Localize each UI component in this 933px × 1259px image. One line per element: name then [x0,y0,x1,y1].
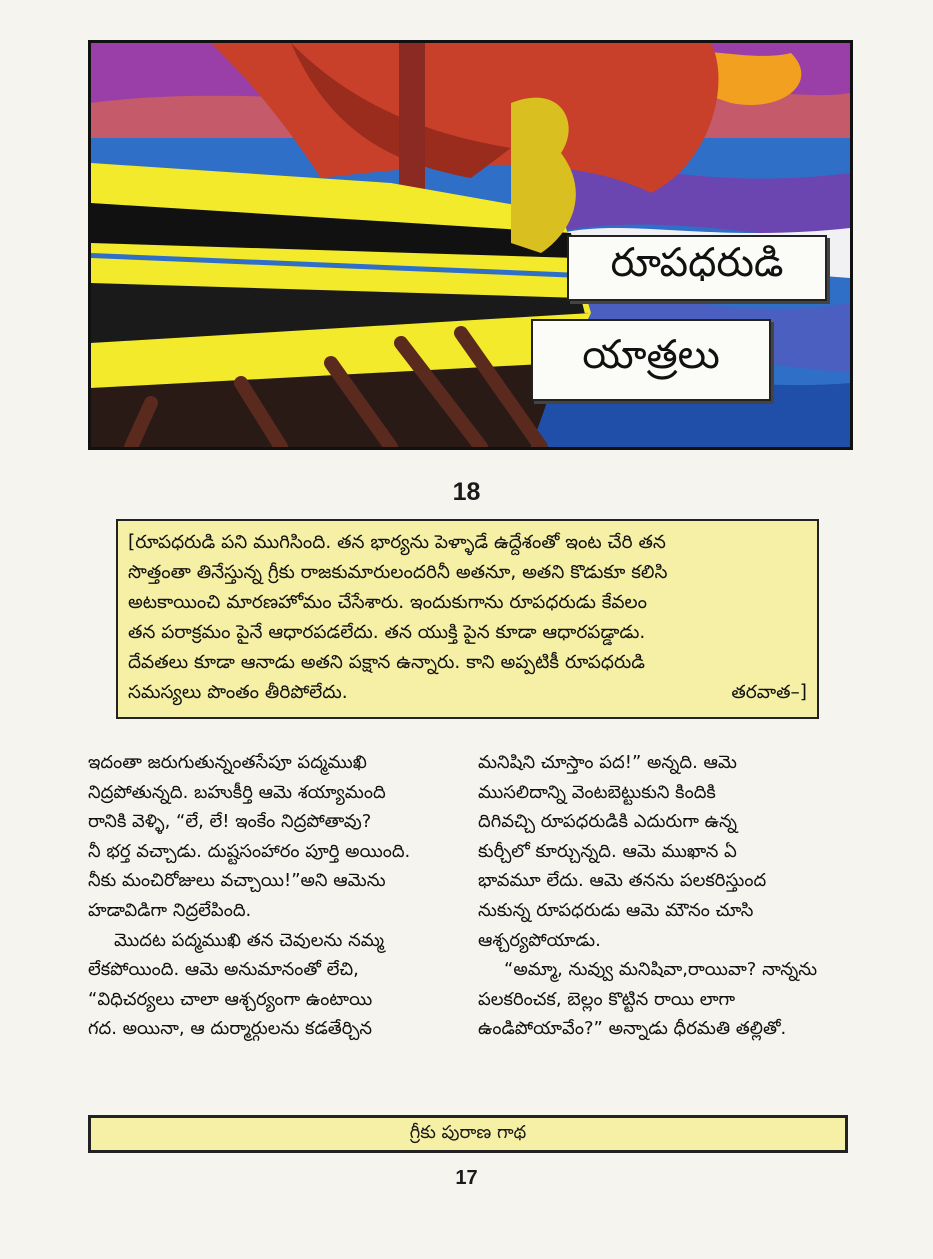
story-column-left [88,748,458,1044]
summary-line: [రూపధరుడి పని ముగిసింది. తన భార్యను పెళ్ళాడే ఉద్దేశంతో ఇంట చేరి తన [128,532,666,553]
page-number: 17 [455,1167,478,1189]
story-line: భావమూ లేదు. ఆమె తనను పలకరిస్తుంద [478,870,767,892]
illustration-title-line1: రూపధరుడి [610,240,784,286]
story-line: నిద్రపోతున్నది. బహుకీర్తి ఆమె శయ్యామంది [88,781,386,803]
footer-series-label-box [88,1115,848,1153]
story-line: మొదట పద్మముఖి తన చెవులను నమ్మ [114,929,385,951]
story-line: దిగివచ్చి రూపధరుడికి ఎదురుగా ఉన్న [478,811,737,833]
story-line: “విధిచర్యలు చాలా ఆశ్చర్యంగా ఉంటాయి [88,988,373,1010]
story-column-right [478,748,848,1044]
story-line: కుర్చీలో కూర్చున్నది. ఆమె ముఖాన ఏ [478,840,737,862]
summary-line: అటకాయించి మారణహోమం చేసేశారు. ఇందుకుగాను రూపధరుడు కేవలం [128,592,648,613]
story-line: ముసలిదాన్ని వెంటబెట్టుకుని కిందికి [478,781,716,803]
story-line: “అమ్మా, నువ్వు మనిషివా,రాయివా? నాన్నను [504,959,818,981]
story-line: గద. అయినా, ఆ దుర్మార్గులను కడతేర్చిన [88,1018,373,1040]
summary-line: సొత్తంతా తినేస్తున్న గ్రీకు రాజకుమారులందరినీ అతనూ, అతని కొడుకూ కలిసి [128,562,668,583]
story-line: హడావిడిగా నిద్రలేపింది. [88,899,252,921]
story-line: నీ భర్త వచ్చాడు. దుష్టసంహారం పూర్తి అయింది. [88,840,411,862]
story-line: నీకు మంచిరోజులు వచ్చాయి!”అని ఆమెను [88,870,386,892]
story-line: ఆశ్చర్యపోయాడు. [478,929,601,951]
story-illustration [88,40,853,450]
summary-line: సమస్యలు పొంతం తీరిపోలేదు. [128,682,348,703]
story-line: రానికి వెళ్ళి, “లే, లే! ఇంకేం నిద్రపోతావు? [88,811,372,833]
continued-marker: తరవాత–] [731,682,807,703]
chapter-number: 18 [452,478,481,506]
title-banner-bottom [531,319,771,401]
summary-line: దేవతలు కూడా ఆనాడు అతని పక్షాన ఉన్నారు. కాని అప్పటికీ రూపధరుడి [128,652,646,673]
illustration-title-line2: యాత్రలు [582,332,720,378]
footer-series-label: గ్రీకు పురాణ గాథ [409,1121,527,1143]
story-line: పలకరించక, బెల్లం కొట్టిన రాయి లాగా [478,988,736,1010]
story-line: మనిషిని చూస్తాం పద!” అన్నది. ఆమె [478,752,737,773]
summary-line: తన పరాక్రమం పైనే ఆధారపడలేదు. తన యుక్తి పైన కూడా ఆధారపడ్డాడు. [128,622,646,643]
story-line: ఉండిపోయావేం?” అన్నాడు ధీరమతి తల్లితో. [478,1018,787,1040]
story-line: లేకపోయింది. ఆమె అనుమానంతో లేచి, [88,959,359,981]
story-line: ఇదంతా జరుగుతున్నంతసేపూ పద్మముఖి [88,752,367,773]
summary-last-line [128,678,807,708]
summary-box [116,519,819,719]
title-banner-top [567,235,827,301]
story-line: నుకున్న రూపధరుడు ఆమె మౌనం చూసి [478,899,754,921]
